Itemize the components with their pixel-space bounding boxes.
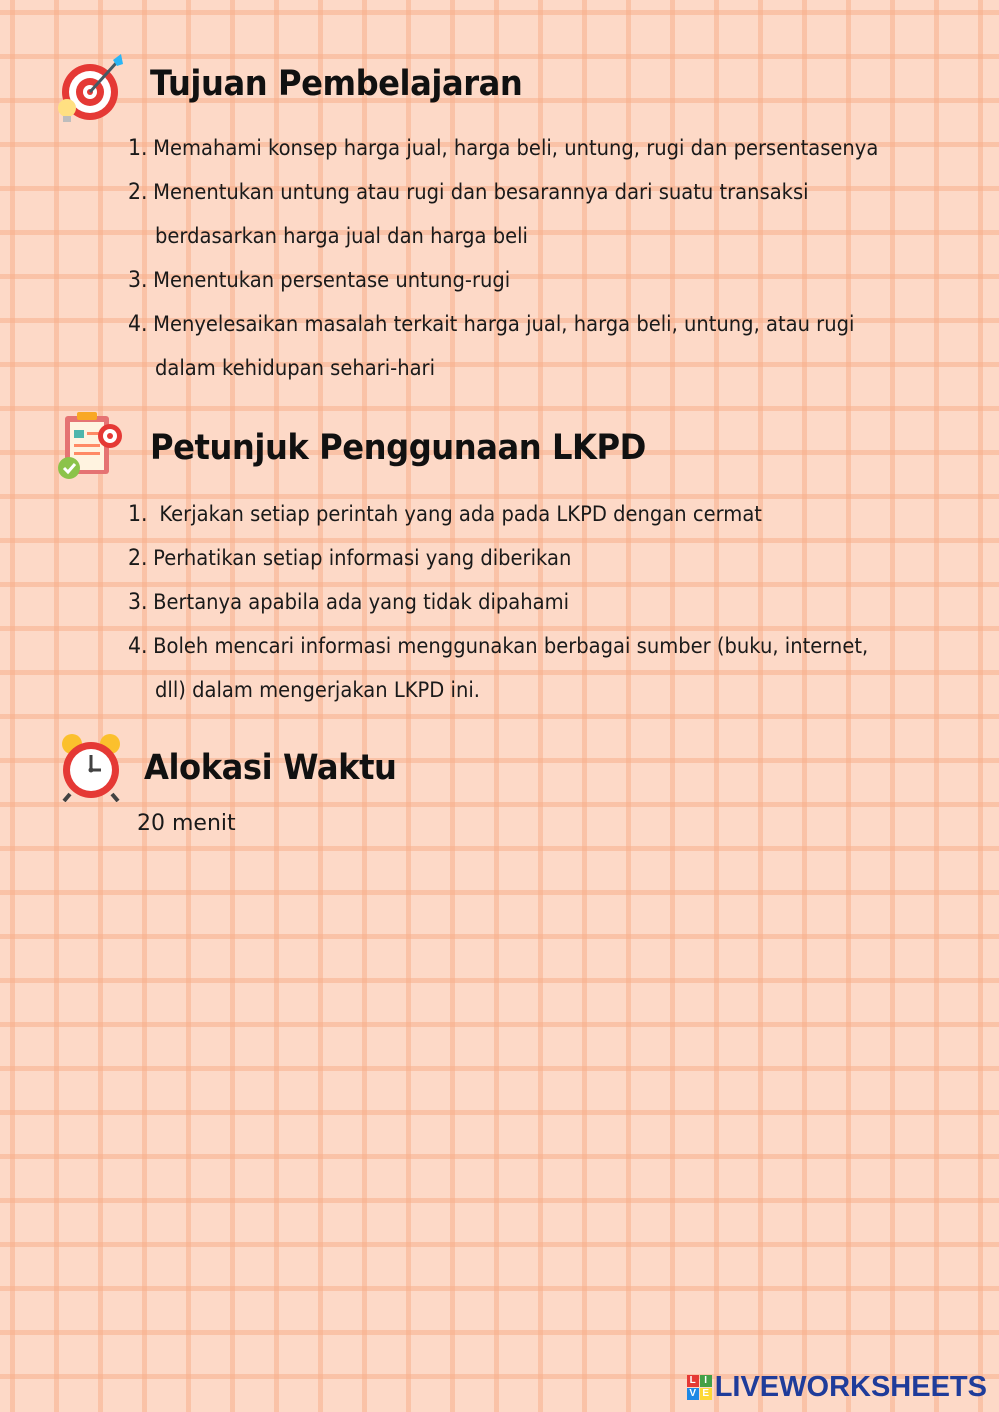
logo-letter: V [687,1388,699,1400]
alarm-clock-icon [58,732,124,802]
list-item: 2. Perhatikan setiap informasi yang diberikan [128,546,572,571]
list-item-continuation: dalam kehidupan sehari-hari [155,356,436,380]
logo-mark-icon [687,1375,712,1400]
list-item: 4. Boleh mencari informasi menggunakan berbagai sumber (buku, internet, [128,634,869,659]
list-item: 3. Menentukan persentase untung-rugi [128,268,511,293]
liveworksheets-logo[interactable] [687,1370,987,1404]
logo-letter: I [700,1375,712,1387]
logo-letter: E [700,1388,712,1400]
list-item: 2. Menentukan untung atau rugi dan besarannya dari suatu transaksi [128,180,809,205]
clipboard-checklist-icon [55,410,127,482]
list-item-continuation: dll) dalam mengerjakan LKPD ini. [155,678,480,702]
list-item: 4. Menyelesaikan masalah terkait harga jual, harga beli, untung, atau rugi [128,312,855,337]
heading-petunjuk: Petunjuk Penggunaan LKPD [150,428,646,468]
logo-letter: L [687,1375,699,1387]
list-item: 1. Memahami konsep harga jual, harga beli, untung, rugi dan persentasenya [128,136,879,161]
heading-alokasi: Alokasi Waktu [144,748,397,788]
logo-text: LIVEWORKSHEETS [714,1370,987,1403]
list-item-continuation: berdasarkan harga jual dan harga beli [155,224,528,248]
list-item: 1. Kerjakan setiap perintah yang ada pada LKPD dengan cermat [128,502,762,527]
heading-tujuan: Tujuan Pembelajaran [150,64,523,104]
list-item: 3. Bertanya apabila ada yang tidak dipahami [128,590,570,615]
duration-text: 20 menit [137,811,236,836]
target-dart-icon [55,52,125,127]
